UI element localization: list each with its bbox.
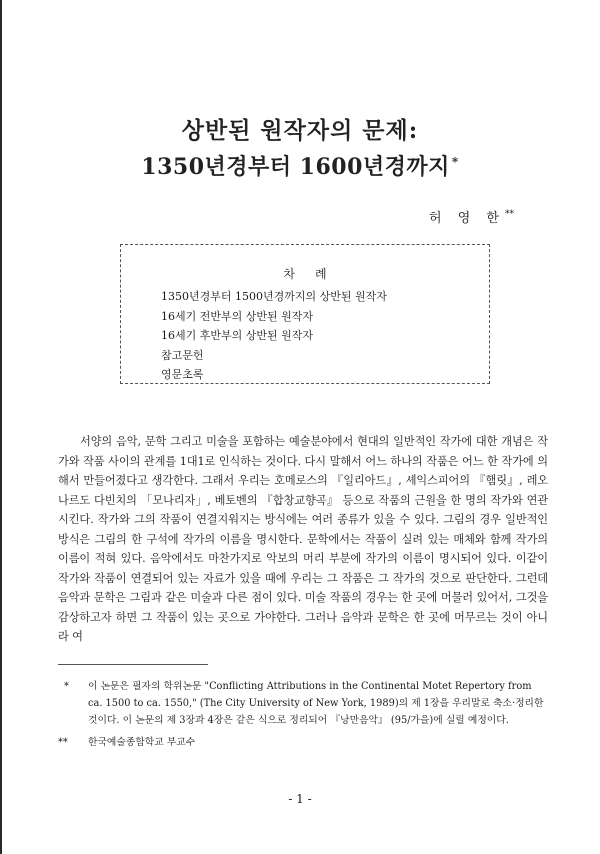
footnote-divider: [58, 664, 208, 665]
title-line-2: [0, 150, 600, 181]
table-of-contents: [120, 244, 490, 384]
toc-item: 16세기 전반부의 상반된 원작자: [161, 309, 313, 323]
toc-list: [161, 287, 387, 385]
footnote-2: [58, 734, 548, 751]
title-footnote-mark: *: [451, 154, 459, 169]
toc-item: 참고문헌: [161, 348, 204, 362]
title-line-2-text: 1350년경부터 1600년경까지: [141, 154, 450, 180]
footnotes: [58, 678, 548, 751]
toc-heading: 차례: [283, 267, 347, 281]
author-footnote-mark: **: [505, 209, 514, 220]
footnote-2-text: 한국예술종합학교 부교수: [88, 737, 196, 748]
toc-item: 영문초록: [161, 368, 204, 381]
footnote-2-mark: **: [58, 737, 68, 748]
footnote-1-text: 이 논문은 필자의 학위논문 "Conflicting Attributions in the Continental Motet Repertory from ca. 1500 to ca. 1550," (The City University of New York, 1989)의 제 1장을 우리말로 축소·정리한 것이다. 이 논문의 제 3장과 4장은 같은 식으로 정리되어 『낭만음악』 (95/가을)에 실릴 예정이다.: [88, 681, 544, 726]
toc-item: 1350년경부터 1500년경까지의 상반된 원작자: [161, 290, 387, 303]
footnote-1: [58, 678, 548, 729]
body-paragraph: 서양의 음악, 문학 그리고 미술을 포함하는 예술분야에서 현대의 일반적인 작가에 대한 개념은 작가와 작품 사이의 관계를 1대1로 인식하는 것이다. 다시 말해서 어느 하나의 작품은 어느 한 작가에 의해서 만들어졌다고 생각한다. 그래서 우리는 호메로스의 『일리아드』, 셰익스피어의 『햄릿』, 레오나르도 다빈치의 「모나리자」, 베토벤의 『합창교향곡』 등으로 작품의 근원을 한 명의 작가와 연관시킨다. 작가와 그의 작품이 연결지워지는 방식에는 여러 종류가 있을 수 있다. 그림의 경우 일반적인 방식은 그림의 한 구석에 작가의 이름을 명시한다. 문학에서는 작품이 실려 있는 매체와 함께 작가의 이름이 적혀 있다. 음악에서도 마찬가지로 악보의 머리 부분에 작가의 이름이 명시되어 있다. 이같이 작가와 작품이 연결되어 있는 자료가 있을 때에 우리는 그 작품은 그 작가의 것으로 판단한다. 그런데 음악과 문학은 그림과 같은 미술과 다른 점이 있다. 미술 작품의 경우는 한 곳에 머물러 있어서, 그것을 감상하고자 하면 그 작품이 있는 곳으로 가야한다. 그러나 음악과 문학은 한 곳에 머무르는 것이 아니라 여: [58, 435, 548, 643]
page-number: - 1 -: [288, 792, 312, 806]
toc-item: 16세기 후반부의 상반된 원작자: [161, 329, 313, 342]
title-line-1: 상반된 원작자의 문제:: [181, 117, 419, 144]
author-name-text: 허 영 한: [429, 211, 505, 226]
footnote-1-mark: *: [64, 681, 69, 692]
author-name: [429, 207, 514, 226]
